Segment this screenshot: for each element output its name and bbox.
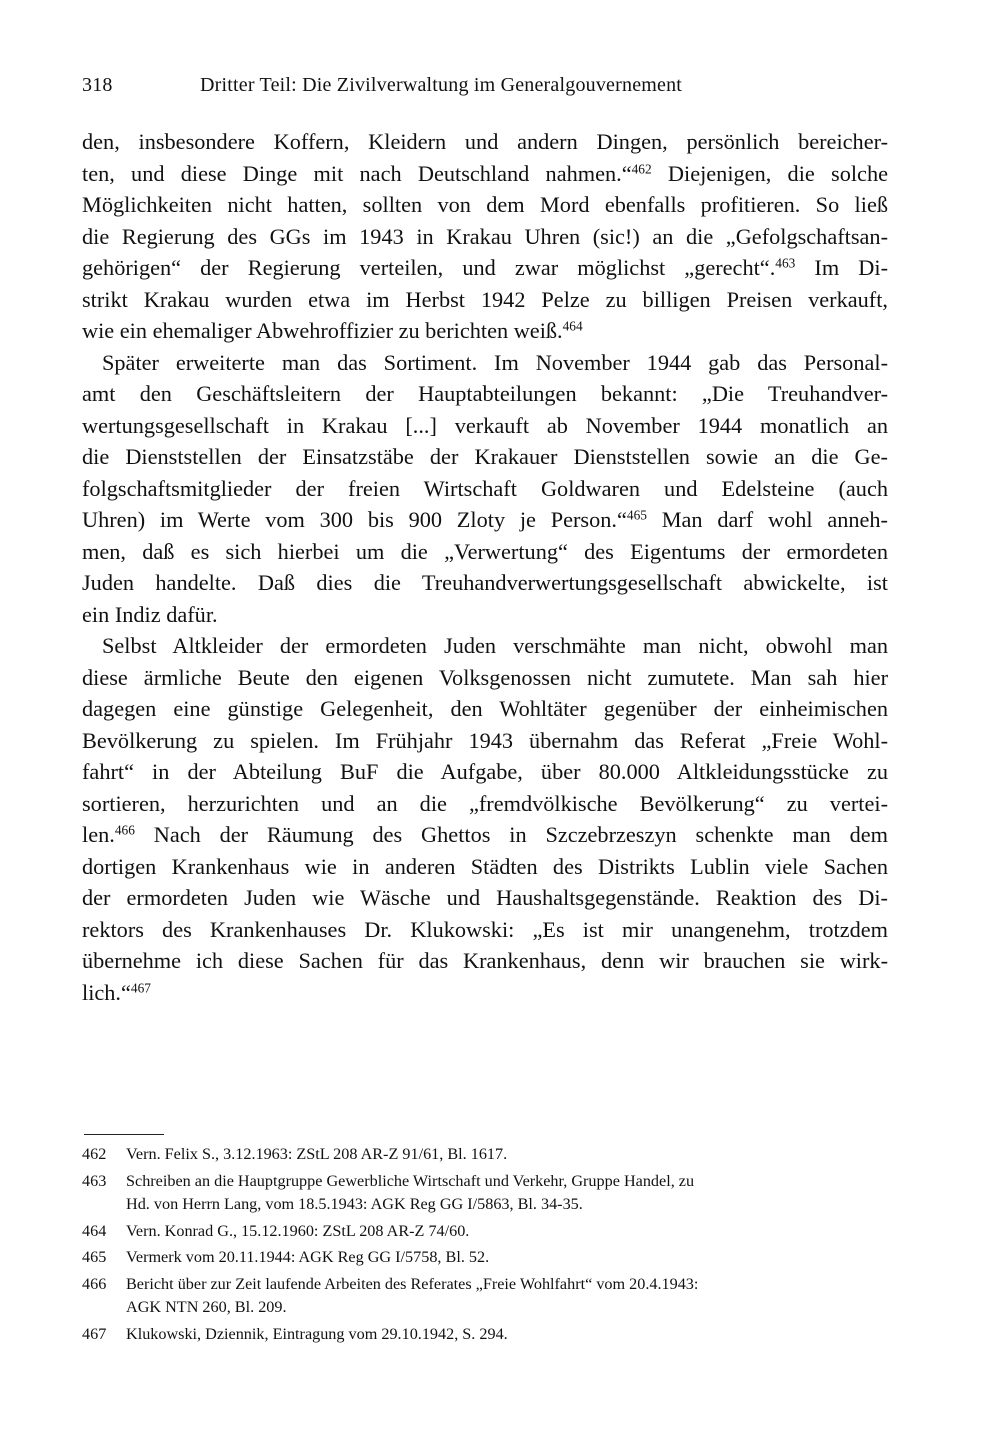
footnote-number: 464 bbox=[82, 1221, 107, 1240]
footnote-number: 467 bbox=[82, 1324, 107, 1343]
text-line: übernehme ich diese Sachen für das Krankenhaus, denn wir brauchen sie wirk- bbox=[82, 948, 888, 973]
footnote-number: 465 bbox=[82, 1248, 107, 1266]
footnote-462 bbox=[82, 1143, 890, 1167]
text-line: Uhren) im Werte vom 300 bis 900 Zloty je Person.“$^{465}$ Man darf wohl anneh- bbox=[82, 507, 888, 532]
text-line: Bevölkerung zu spielen. Im Frühjahr 1943 übernahm das Referat „Freie Wohl- bbox=[82, 727, 888, 753]
text-line: gehörigen“ der Regierung verteilen, und zwar möglichst „gerecht“.$^{463}$ Im Di- bbox=[82, 255, 888, 280]
text-line: dagegen eine günstige Gelegenheit, den Wohltäter gegenüber der einheimischen bbox=[82, 696, 888, 721]
body-text bbox=[82, 126, 888, 1008]
footnote-text: Bericht über zur Zeit laufende Arbeiten des Referates „Freie Wohlfahrt“ vom 20.4.1943: bbox=[126, 1274, 699, 1293]
text-line: rektors des Krankenhauses Dr. Klukowski: „Es ist mir unangenehm, trotzdem bbox=[82, 916, 888, 942]
text-line: dortigen Krankenhaus wie in anderen Städten des Distrikts Lublin viele Sachen bbox=[82, 853, 888, 879]
footnote-ref-466: 466 bbox=[114, 822, 135, 838]
text-line: die Dienststellen der Einsatzstäbe der Krakauer Dienststellen sowie an die Ge- bbox=[82, 444, 888, 469]
text-line: men, daß es sich hierbei um die „Verwertung“ des Eigentums der ermordeten bbox=[82, 538, 888, 564]
footnote-text: Vermerk vom 20.11.1944: AGK Reg GG I/5758, Bl. 52. bbox=[126, 1248, 490, 1266]
footnote-divider bbox=[84, 1134, 164, 1135]
footnote-466 bbox=[82, 1273, 890, 1297]
footnote-ref-467: 467 bbox=[130, 980, 151, 996]
footnote-ref-464: 464 bbox=[562, 318, 583, 334]
text-line: den, insbesondere Koffern, Kleidern und andern Dingen, persönlich bereicher- bbox=[82, 129, 888, 154]
running-head: Dritter Teil: Die Zivilverwaltung im Generalgouvernement bbox=[200, 74, 683, 96]
text-line: ein Indiz dafür. bbox=[82, 601, 218, 627]
text-line: fahrt“ in der Abteilung BuF die Aufgabe, über 80.000 Altkleidungsstücke zu bbox=[82, 759, 888, 784]
footnote-ref-465: 465 bbox=[626, 507, 647, 523]
text-line: der ermordeten Juden wie Wäsche und Haushaltsgegenstände. Reaktion des Di- bbox=[82, 885, 888, 910]
footnote-463 bbox=[82, 1170, 890, 1194]
footnote-number: 463 bbox=[82, 1171, 107, 1190]
footnote-text: Schreiben an die Hauptgruppe Gewerbliche Wirtschaft und Verkehr, Gruppe Handel, zu bbox=[126, 1171, 695, 1190]
footnote-ref-463: 463 bbox=[775, 255, 796, 271]
footnote-number: 462 bbox=[82, 1145, 107, 1163]
paragraph-start: Selbst Altkleider der ermordeten Juden verschmähte man nicht, obwohl man bbox=[102, 633, 888, 658]
footnote-number: 466 bbox=[82, 1274, 107, 1293]
footnote-467 bbox=[82, 1323, 890, 1347]
footnote-463-continued: Hd. von Herrn Lang, vom 18.5.1943: AGK Reg GG I/5863, Bl. 34-35. bbox=[126, 1195, 583, 1213]
text-line: strikt Krakau wurden etwa im Herbst 1942 Pelze zu billigen Preisen verkauft, bbox=[82, 286, 888, 312]
text-line: len.$^{466}$ Nach der Räumung des Ghettos in Szczebrzeszyn schenkte man dem bbox=[82, 822, 888, 847]
footnote-466-continued: AGK NTN 260, Bl. 209. bbox=[126, 1298, 287, 1316]
text-line: folgschaftsmitglieder der freien Wirtschaft Goldwaren und Edelsteine (auch bbox=[82, 475, 888, 501]
text-line: lich.“$^{467}$ bbox=[82, 979, 151, 1005]
text-line: amt den Geschäftsleitern der Hauptabteilungen bekannt: „Die Treuhandver- bbox=[82, 381, 888, 406]
text-line: Juden handelte. Daß dies die Treuhandverwertungsgesellschaft abwickelte, ist bbox=[82, 570, 888, 595]
text-line: wie ein ehemaliger Abwehroffizier zu berichten weiß.$^{464}$ bbox=[82, 318, 583, 343]
footnotes bbox=[82, 1143, 890, 1346]
text-line: diese ärmliche Beute den eigenen Volksgenossen nicht zumutete. Man sah hier bbox=[82, 664, 888, 690]
page-header bbox=[82, 74, 892, 104]
text-line: sortieren, herzurichten und an die „fremdvölkische Bevölkerung“ zu vertei- bbox=[82, 790, 888, 816]
text-line: die Regierung des GGs im 1943 in Krakau Uhren (sic!) an die „Gefolgschaftsan- bbox=[82, 223, 888, 249]
footnote-ref-462: 462 bbox=[631, 161, 652, 177]
footnote-text: Vern. Konrad G., 15.12.1960: ZStL 208 AR-Z 74/60. bbox=[126, 1221, 470, 1240]
footnote-text: Klukowski, Dziennik, Eintragung vom 29.10.1942, S. 294. bbox=[126, 1324, 508, 1343]
footnote-464 bbox=[82, 1220, 890, 1244]
page-number: 318 bbox=[82, 74, 113, 96]
text-line: wertungsgesellschaft in Krakau [...] verkauft ab November 1944 monatlich an bbox=[82, 412, 888, 438]
paragraph-start: Später erweiterte man das Sortiment. Im November 1944 gab das Personal- bbox=[102, 349, 888, 375]
footnote-465 bbox=[82, 1246, 890, 1270]
text-line: ten, und diese Dinge mit nach Deutschland nahmen.“$^{462}$ Diejenigen, die solche bbox=[82, 160, 888, 186]
text-line: Möglichkeiten nicht hatten, sollten von dem Mord ebenfalls profitieren. So ließ bbox=[82, 192, 888, 217]
footnote-text: Vern. Felix S., 3.12.1963: ZStL 208 AR-Z 91/61, Bl. 1617. bbox=[126, 1145, 508, 1163]
